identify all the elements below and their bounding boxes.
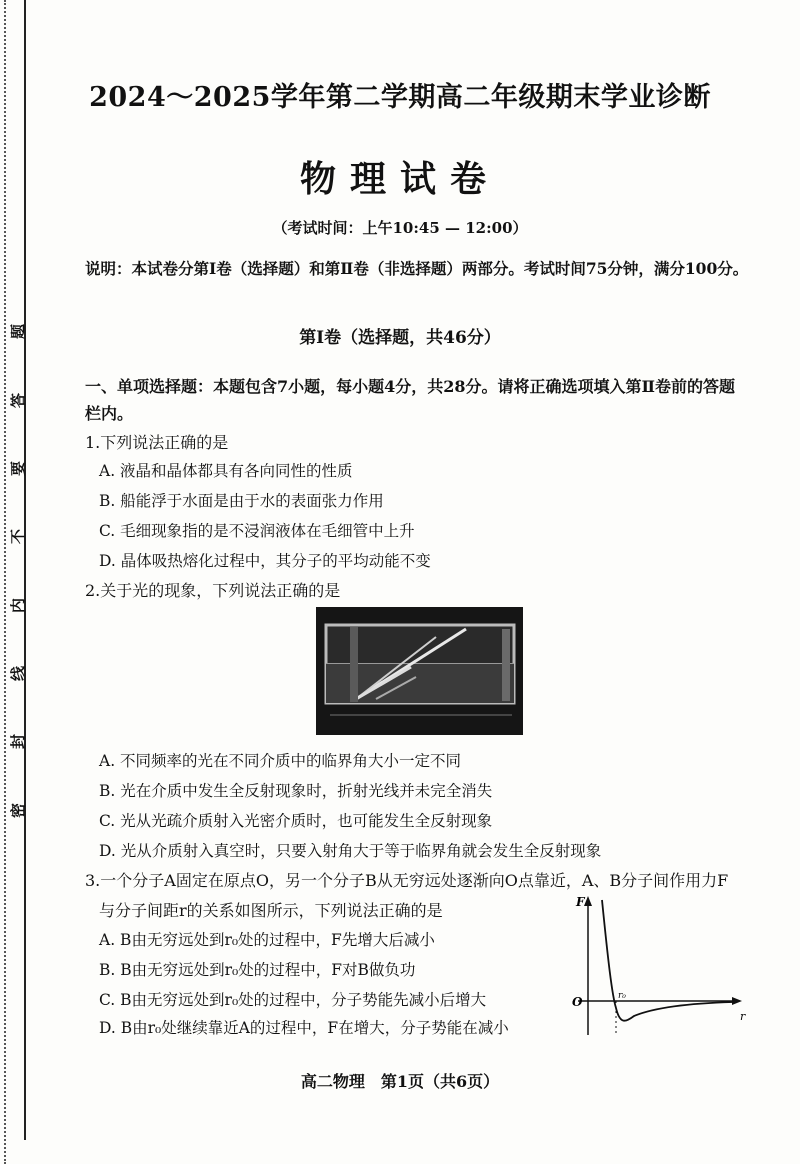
option: D. 晶体吸热熔化过程中，其分子的平均动能不变	[99, 552, 431, 570]
option: D. B由r₀处继续靠近A的过程中，F在增大，分子势能在减小	[99, 1019, 509, 1037]
option: A. 不同频率的光在不同介质中的临界角大小一定不同	[99, 752, 462, 770]
section-title: 第Ⅰ卷（选择题，共46分）	[299, 328, 501, 348]
seal-char: 内	[9, 597, 28, 614]
option: B. B由无穷远处到r₀处的过程中，F对B做负功	[99, 961, 416, 979]
seal-char: 题	[9, 323, 28, 340]
subject-title: 物理试卷	[299, 158, 500, 200]
y-axis-label: F	[576, 895, 585, 909]
option: B. 光在介质中发生全反射现象时，折射光线并未完全消失	[99, 782, 493, 800]
option: A. 液晶和晶体都具有各向同性的性质	[99, 462, 353, 480]
seal-char: 密	[9, 802, 28, 819]
option: A. B由无穷远处到r₀处的过程中，F先增大后减小	[99, 931, 435, 949]
light-refraction-photo	[316, 607, 523, 735]
question-stem: 2.关于光的现象，下列说法正确的是	[85, 581, 341, 600]
r0-label: r₀	[618, 991, 626, 1001]
origin-label: O	[572, 995, 583, 1009]
force-distance-graph	[568, 890, 748, 1040]
seal-char: 封	[9, 733, 28, 750]
x-axis-label: r	[740, 1010, 746, 1023]
seal-char: 答	[9, 392, 28, 409]
option: B. 船能浮于水面是由于水的表面张力作用	[99, 492, 384, 510]
section-heading: 一、单项选择题：本题包含7小题，每小题4分，共28分。请将正确选项填入第Ⅱ卷前的答题栏内。	[85, 377, 736, 423]
exam-title: 2024～2025学年第二学期高二年级期末学业诊断	[89, 82, 711, 113]
question-stem: 1.下列说法正确的是	[85, 433, 229, 452]
seal-char: 不	[9, 528, 28, 545]
exam-time: （考试时间：上午10:45 — 12:00）	[272, 219, 528, 237]
option: C. B由无穷远处到r₀处的过程中，分子势能先减小后增大	[99, 991, 487, 1009]
option: C. 毛细现象指的是不浸润液体在毛细管中上升	[99, 522, 415, 540]
question-stem-cont: 与分子间距r的关系如图所示，下列说法正确的是	[99, 901, 443, 920]
page-footer: 高二物理 第1页（共6页）	[300, 1072, 500, 1091]
option: D. 光从介质射入真空时，只要入射角大于等于临界角就会发生全反射现象	[99, 842, 602, 860]
seal-char: 要	[9, 460, 28, 477]
option: C. 光从光疏介质射入光密介质时，也可能发生全反射现象	[99, 812, 493, 830]
seal-char: 线	[9, 665, 28, 682]
exam-note: 说明：本试卷分第Ⅰ卷（选择题）和第Ⅱ卷（非选择题）两部分。考试时间75分钟，满分100分。	[85, 259, 749, 278]
question-stem: 3.一个分子A固定在原点O，另一个分子B从无穷远处逐渐向O点靠近，A、B分子间作用力F	[85, 871, 729, 890]
force-curve	[602, 900, 733, 1021]
